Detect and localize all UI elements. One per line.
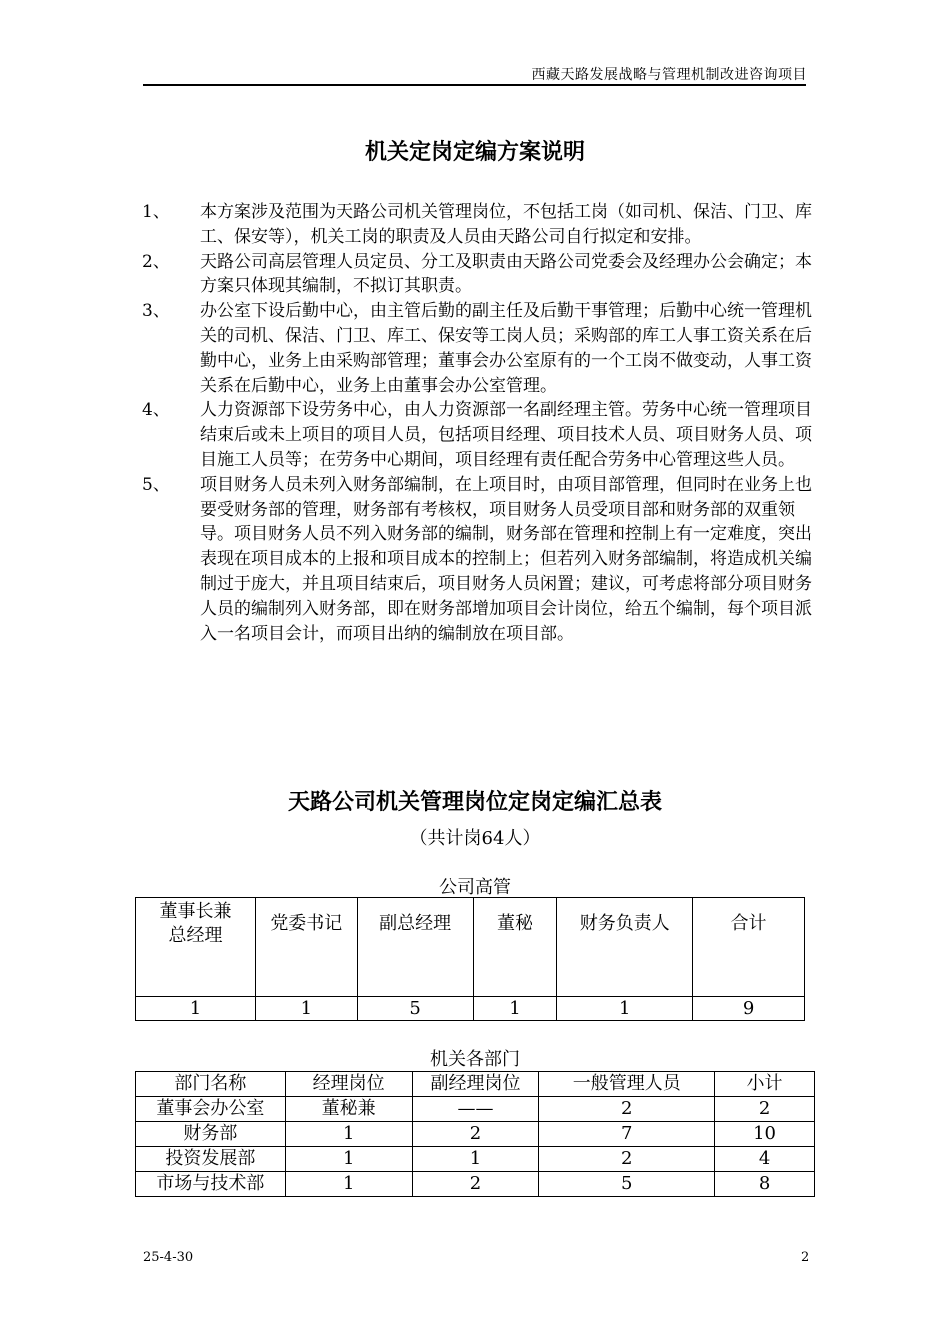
table-header-row	[136, 1072, 815, 1097]
dept-staffing-table	[135, 1071, 815, 1197]
note-number: 4、	[142, 400, 170, 421]
table-row	[136, 1147, 815, 1172]
table-cell: 1	[285, 1122, 412, 1147]
note-text: 人力资源部下设劳务中心，由人力资源部一名副经理主管。劳务中心统一管理项目结束后或未上项目的项目人员，包括项目经理、项目技术人员、项目财务人员、项目施工人员等；在劳务中心期间，项目经理有责任配合劳务中心管理这些人员。	[200, 400, 812, 470]
summary-subtitle: （共计岗64人）	[409, 828, 541, 849]
table-cell: ——	[412, 1097, 539, 1122]
table-cell: 投资发展部	[136, 1147, 286, 1172]
table-row	[136, 1097, 815, 1122]
table-cell: 2	[715, 1097, 815, 1122]
col-header-general-staff: 一般管理人员	[539, 1072, 715, 1097]
note-number: 5、	[142, 474, 170, 495]
note-item	[142, 250, 822, 300]
table-cell: 7	[539, 1122, 715, 1147]
col-header-manager: 经理岗位	[285, 1072, 412, 1097]
page-number: 2	[801, 1250, 810, 1265]
note-item	[142, 398, 822, 472]
table-row	[136, 1172, 815, 1197]
note-item	[142, 200, 822, 250]
note-number: 2、	[142, 251, 170, 272]
col-header-deputy-manager: 副经理岗位	[412, 1072, 539, 1097]
table-cell: 董事会办公室	[136, 1097, 286, 1122]
col-header-board-secretary: 董秘	[473, 898, 557, 997]
table-cell: 2	[539, 1147, 715, 1172]
doc-title: 机关定岗定编方案说明	[364, 139, 585, 165]
notes-list	[142, 200, 822, 646]
note-item	[142, 299, 822, 398]
table-cell: 1	[285, 1147, 412, 1172]
table-row	[136, 1122, 815, 1147]
note-item	[142, 473, 822, 647]
footer-date: 25-4-30	[143, 1250, 194, 1265]
col-header-party-secretary: 党委书记	[255, 898, 357, 997]
dept-table-caption: 机关各部门	[430, 1049, 520, 1070]
table-cell: 10	[715, 1122, 815, 1147]
table-cell: 董秘兼	[285, 1097, 412, 1122]
table-cell: 9	[693, 997, 805, 1021]
table-cell: 2	[412, 1122, 539, 1147]
table-cell: 5	[539, 1172, 715, 1197]
col-header-deputy-gm: 副总经理	[357, 898, 473, 997]
note-number: 3、	[142, 301, 170, 322]
col-header-total: 合计	[693, 898, 805, 997]
table-header-row	[136, 898, 805, 997]
note-text: 项目财务人员未列入财务部编制，在上项目时，由项目部管理，但同时在业务上也要受财务部的管理，财务部有考核权，项目财务人员受项目部和财务部的双重领导。项目财务人员不列入财务部的编制，财务部在管理和控制上有一定难度，突出表现在项目成本的上报和项目成本的控制上；但若列入财务部编制，将造成机关编制过于庞大，并且项目结束后，项目财务人员闲置；建议，可考虑将部分项目财务人员的编制列入财务部，即在财务部增加项目会计岗位，给五个编制，每个项目派入一名项目会计，而项目出纳的编制放在项目部。	[200, 474, 812, 644]
note-text: 天路公司高层管理人员定员、分工及职责由天路公司党委会及经理办公会确定；本方案只体现其编制，不拟订其职责。	[200, 251, 812, 297]
note-number: 1、	[142, 202, 170, 222]
note-text: 办公室下设后勤中心，由主管后勤的副主任及后勤干事管理；后勤中心统一管理机关的司机、保洁、门卫、库工、保安等工岗人员；采购部的库工人事工资关系在后勤中心，业务上由采购部管理；董事会办公室原有的一个工岗不做变动，人事工资关系在后勤中心，业务上由董事会办公室管理。	[200, 301, 812, 396]
table-cell: 2	[412, 1172, 539, 1197]
table-cell: 1	[412, 1147, 539, 1172]
table-cell: 5	[357, 997, 473, 1021]
table-cell: 1	[136, 997, 256, 1021]
table-cell: 8	[715, 1172, 815, 1197]
table-cell: 1	[473, 997, 557, 1021]
exec-staffing-table	[135, 897, 805, 1021]
header-rule	[143, 84, 806, 86]
col-header-finance-head: 财务负责人	[557, 898, 693, 997]
exec-table-caption: 公司高管	[439, 877, 511, 898]
table-cell: 2	[539, 1097, 715, 1122]
col-header-dept-name: 部门名称	[136, 1072, 286, 1097]
table-row	[136, 997, 805, 1021]
table-cell: 财务部	[136, 1122, 286, 1147]
col-header-subtotal: 小计	[715, 1072, 815, 1097]
col-header-chairman: 董事长兼总经理	[136, 898, 256, 997]
note-text: 本方案涉及范围为天路公司机关管理岗位，不包括工岗（如司机、保洁、门卫、库工、保安等），机关工岗的职责及人员由天路公司自行拟定和安排。	[200, 202, 812, 247]
header-project-name: 西藏天路发展战略与管理机制改进咨询项目	[531, 67, 807, 83]
table-cell: 1	[557, 997, 693, 1021]
table-cell: 4	[715, 1147, 815, 1172]
table-cell: 市场与技术部	[136, 1172, 286, 1197]
summary-title: 天路公司机关管理岗位定岗定编汇总表	[287, 789, 662, 815]
table-cell: 1	[285, 1172, 412, 1197]
table-cell: 1	[255, 997, 357, 1021]
